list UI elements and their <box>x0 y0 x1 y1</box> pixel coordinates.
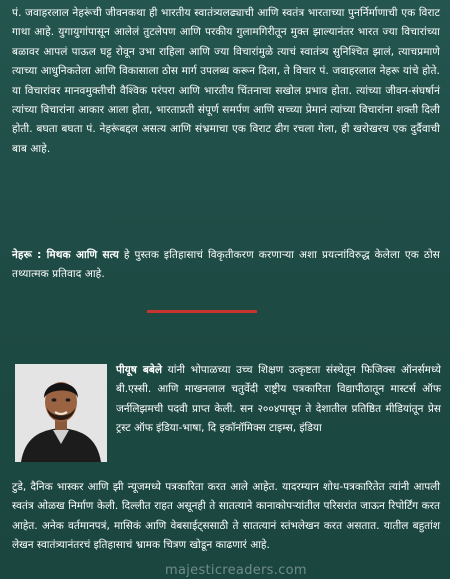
summary-paragraph <box>12 246 440 285</box>
author-portrait-icon <box>15 364 107 462</box>
divider-rule <box>147 310 257 313</box>
author-photo <box>15 364 107 462</box>
author-bio-first: यांनी भोपाळच्या उच्च शिक्षण उत्कृष्टता संस्थेतून फिजिक्स ऑनर्समध्ये बी.एस्सी. आणि माखनलाल चतुर्वेदी राष्ट्रीय पत्रकारिता विद्यापीठातून मास्टर्स ऑफ जर्नलिझमची पदवी प्राप्त केली. सन २००४पासून ते देशातील प्रतिष्ठित मीडियांतून प्रेस ट्रस्ट ऑफ इंडिया-भाषा, दि इकॉनॉमिक्स टाइम्स, इंडिया <box>116 364 442 435</box>
summary-text: हे पुस्तक इतिहासाचं विकृतीकरण करणाऱ्या अशा प्रयत्नांविरुद्ध केलेला एक ठोस तथ्यात्मक प्रतिवाद आहे. <box>12 249 441 281</box>
intro-paragraph: पं. जवाहरलाल नेहरूंची जीवनकथा ही भारतीय स्वातंत्र्यलढ्याची आणि स्वतंत्र भारताच्या पुनर्निर्माणाची एक विराट गाथा आहे. युगायुगांपासून आलेलं तुटलेपण आणि परकीय गुलामगिरीतून मुक्त झाल्यानंतर भारत ज्या विचारांच्या बळावर आपलं पाऊल घट्ट रोवून उभा राहिला आणि ज्या विचारांमुळे त्याचं स्वातंत्र्य सुनिश्चित झालं, त्याचप्रमाणे त्याच्या आधुनिकतेला आणि विकासाला ठोस मार्ग उपलब्ध करून दिला, ते विचार पं. जवाहरलाल नेहरू यांचे होते. या विचारांवर मानवमुक्तीची वैश्विक परंपरा आणि भारतीय चिंतनाचा सखोल प्रभाव होता. त्यांच्या जीवन-संघर्षानं त्यांच्या विचारांना आकार आला होता, भारताप्रती संपूर्ण समर्पण आणि सच्च्या प्रेमानं त्यांच्या विचारांना शक्ती दिली होती. बघता बघता पं. नेहरूंबद्दल असत्य आणि संभ्रमाचा एक विराट ढीग रचला गेला, ही खरोखरच एक दुर्दैवाची बाब आहे. <box>12 7 440 155</box>
author-bio-rest: टुडे, दैनिक भास्कर आणि झी न्यूजमध्ये पत्रकारिता करत आले आहेत. यादरम्यान शोध-पत्रकारितेत त्यांनी आपली स्वतंत्र ओळख निर्माण केली. दिल्लीत राहत असूनही ते सातत्याने कानाकोपऱ्यांतील परिसरांत जाऊन रिपोर्टिंग करत आहेत. अनेक वर्तमानपत्रं, मासिकं आणि वेबसाईट्ससाठी ते सातत्यानं स्तंभलेखन करत असतात. यातील बहुतांश लेखन स्वातंत्र्यानंतरचं इतिहासाचं भ्रामक चित्रण खोडून काढणारं आहे. <box>12 481 440 552</box>
author-bio-top <box>116 361 441 439</box>
book-title: नेहरू : मिथक आणि सत्य <box>12 249 119 261</box>
author-name: पीयूष बबेले <box>116 364 162 376</box>
watermark-text: majesticreaders.com <box>165 563 307 578</box>
